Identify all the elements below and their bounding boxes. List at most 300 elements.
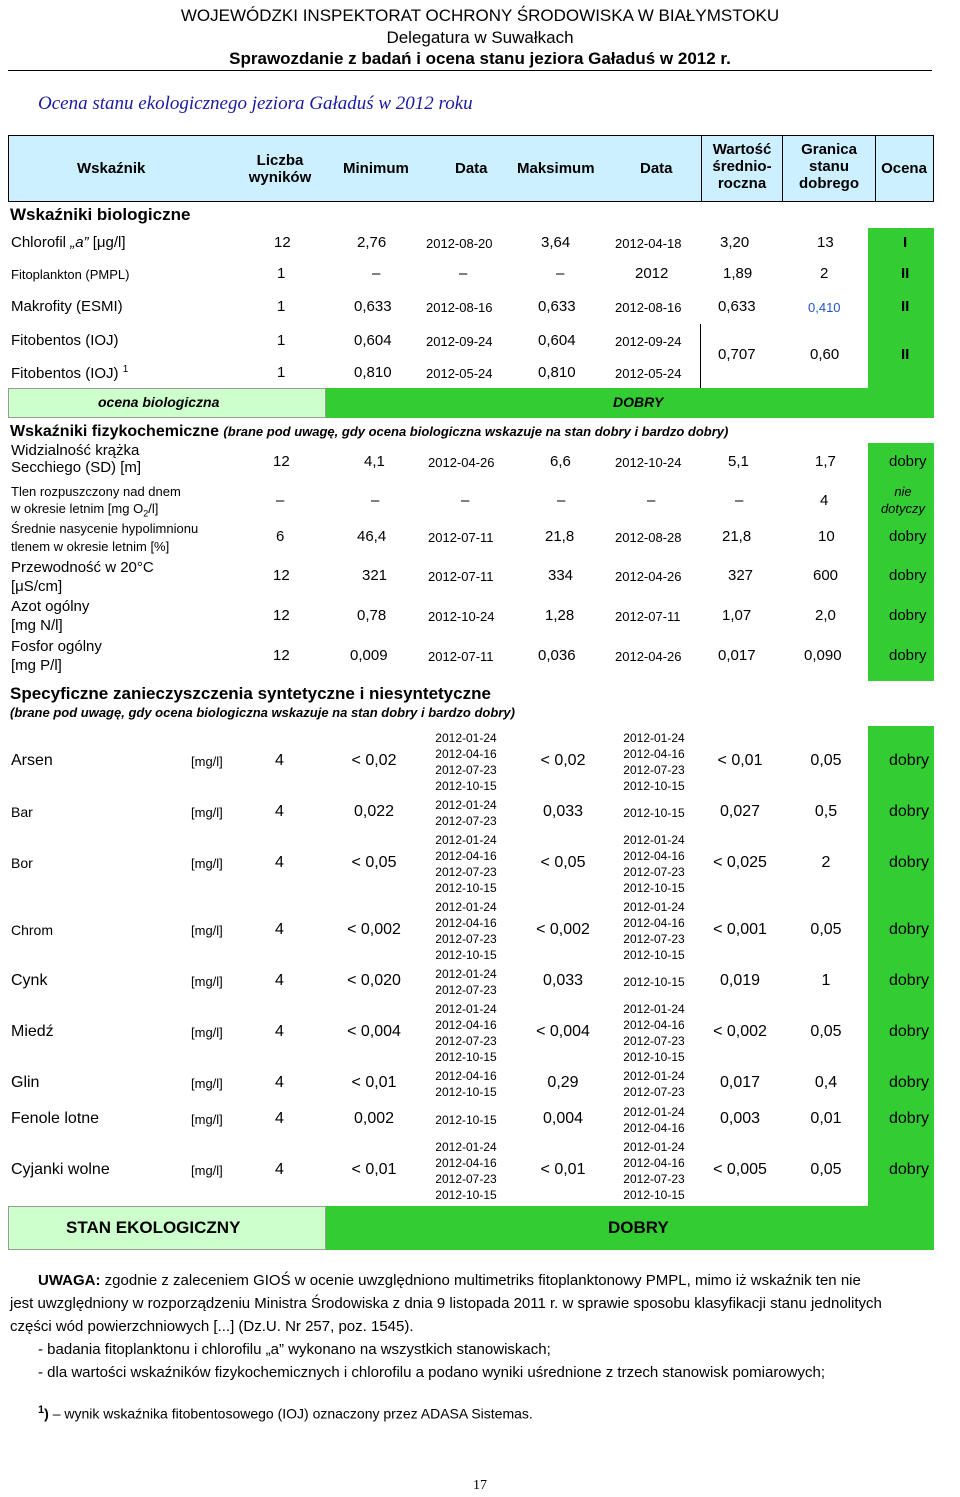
fitoplankton-dmin: – <box>459 265 468 282</box>
spec-row-8-dmax-date: 2012-10-15 <box>623 1188 685 1202</box>
col-liczba <box>245 152 315 186</box>
spec-row-7-lim: 0,01 <box>810 1110 842 1127</box>
spec-row-2-dmax-date: 2012-04-16 <box>623 849 685 863</box>
chlorofil-ocena: I <box>903 234 908 251</box>
spec-row-2-lim: 2 <box>821 854 831 871</box>
tlen-max: – <box>557 492 566 509</box>
przewodnosc-max: 334 <box>548 567 574 584</box>
spec-row-7-dmax <box>608 1104 700 1136</box>
fitoplankton-lim: 2 <box>820 265 829 282</box>
spec-row-1-dmin-date: 2012-07-23 <box>435 814 497 828</box>
footnote <box>38 1399 533 1425</box>
spec-row-1-unit: [mg/l] <box>191 805 223 820</box>
spec-row-6-lim: 0,4 <box>814 1074 838 1091</box>
spec-row-4-dmax <box>608 974 700 990</box>
spec-row-7-dmin-date: 2012-10-15 <box>435 1113 497 1127</box>
spec-row-0-dmax-date: 2012-01-24 <box>623 731 685 745</box>
spec-row-4-dmin <box>420 966 512 998</box>
spec-row-8-min: < 0,01 <box>351 1161 397 1178</box>
spec-row-0-dmin-date: 2012-07-23 <box>435 763 497 777</box>
fosfor-min: 0,009 <box>350 647 388 664</box>
spec-row-8-avg: < 0,005 <box>713 1161 767 1178</box>
spec-row-2-max: < 0,05 <box>540 854 586 871</box>
nasycenie-n: 6 <box>276 528 285 545</box>
chlorofil-dmin: 2012-08-20 <box>426 236 493 251</box>
spec-row-7-ocena: dobry <box>889 1110 930 1127</box>
spec-row-5-dmax-date: 2012-07-23 <box>623 1034 685 1048</box>
spec-row-5-avg: < 0,002 <box>713 1023 767 1040</box>
spec-row-6-n: 4 <box>275 1074 284 1091</box>
nasycenie-dmin: 2012-07-11 <box>428 530 494 545</box>
spec-row-2-min: < 0,05 <box>351 854 397 871</box>
spec-row-4-dmin-date: 2012-07-23 <box>435 983 497 997</box>
tlen-ocena-l2: dotyczy <box>880 501 926 516</box>
spec-row-5-dmin-date: 2012-07-23 <box>435 1034 497 1048</box>
spec-row-5-dmax-date: 2012-01-24 <box>623 1002 685 1016</box>
spec-row-8-dmin-date: 2012-01-24 <box>435 1140 497 1154</box>
footnote-text: – wynik wskaźnika fitobentosowego (IOJ) oznaczony przez ADASA Sistemas. <box>52 1405 533 1422</box>
fitobentos-avg: 0,707 <box>718 346 756 363</box>
col-liczba-line1: Liczba <box>256 152 304 169</box>
spec-row-4-lim: 1 <box>821 972 831 989</box>
spec-row-1-min: 0,022 <box>353 803 395 820</box>
spec-row-3-unit: [mg/l] <box>191 923 223 938</box>
tlen-lim: 4 <box>820 492 829 509</box>
secchi-dmin: 2012-04-26 <box>428 455 495 470</box>
spec-row-2-dmax-date: 2012-07-23 <box>623 865 685 879</box>
chlorofil-lim: 13 <box>817 234 834 251</box>
spec-row-8-n: 4 <box>275 1161 284 1178</box>
footnote-paren: ) <box>44 1405 49 1422</box>
spec-row-3-min: < 0,002 <box>347 921 401 938</box>
row-fitoplankton-name: Fitoplankton (PMPL) <box>11 267 130 282</box>
spec-row-1-max: 0,033 <box>542 803 584 820</box>
col-data-max: Data <box>640 160 673 177</box>
przewodnosc-n: 12 <box>273 567 290 584</box>
makrofity-ocena: II <box>901 298 910 315</box>
spec-row-5-dmin <box>420 1001 512 1065</box>
fitobentos2-min: 0,810 <box>354 364 392 381</box>
spec-row-7-unit: [mg/l] <box>191 1112 223 1127</box>
uwaga-text1: zgodnie z zaleceniem GIOŚ w ocenie uwzględniono multimetriks fitoplanktonowy PMPL, mimo iż wskaźnik ten nie <box>104 1272 861 1289</box>
spec-row-8-name: Cyjanki wolne <box>11 1161 110 1178</box>
spec-row-8-dmin-date: 2012-10-15 <box>435 1188 497 1202</box>
spec-row-6-ocena: dobry <box>889 1074 930 1091</box>
tlen-l1: Tlen rozpuszczony nad dnem <box>11 484 181 499</box>
page-number: 17 <box>473 1478 487 1493</box>
spec-row-3-lim: 0,05 <box>810 921 842 938</box>
spec-row-7-max: 0,004 <box>542 1110 584 1127</box>
spec-row-8-lim: 0,05 <box>810 1161 842 1178</box>
tlen-l2-text: w okresie letnim [mg O <box>11 501 144 516</box>
chlorofil-n: 12 <box>274 234 291 251</box>
spec-row-2-dmin-date: 2012-04-16 <box>435 849 497 863</box>
fitobentos1-dmin: 2012-09-24 <box>426 334 493 349</box>
spec-row-0-n: 4 <box>275 752 284 769</box>
page-title: Ocena stanu ekologicznego jeziora Gaładuś w 2012 roku <box>38 93 473 114</box>
azot-dmax: 2012-07-11 <box>615 609 681 624</box>
fosfor-max: 0,036 <box>538 647 576 664</box>
nasycenie-l1: Średnie nasycenie hypolimnionu <box>11 521 199 536</box>
col-data-min: Data <box>455 160 488 177</box>
spec-row-0-dmin-date: 2012-10-15 <box>435 779 497 793</box>
col-wartosc <box>702 141 782 192</box>
spec-row-6-min: < 0,01 <box>351 1074 397 1091</box>
chlorofil-max: 3,64 <box>541 234 571 251</box>
spec-row-7-n: 4 <box>275 1110 284 1127</box>
spec-row-0-avg: < 0,01 <box>717 752 763 769</box>
col-granica-l2: stanu <box>808 158 849 175</box>
row-chlorofil-name: Chlorofil „a” [μg/l] <box>11 234 126 251</box>
spec-row-8-dmin-date: 2012-04-16 <box>435 1156 497 1170</box>
spec-row-1-avg: 0,027 <box>719 803 761 820</box>
tlen-avg: – <box>735 492 744 509</box>
secchi-avg: 5,1 <box>728 453 749 470</box>
col-wartosc-l2: średnio- <box>712 158 772 175</box>
col-ocena: Ocena <box>881 160 927 177</box>
spec-row-7-min: 0,002 <box>353 1110 395 1127</box>
fosfor-lim: 0,090 <box>804 647 842 664</box>
spec-row-5-unit: [mg/l] <box>191 1025 223 1040</box>
spec-row-1-dmin <box>420 797 512 829</box>
azot-l2: [mg N/l] <box>11 617 63 634</box>
spec-rating-column <box>868 726 934 1206</box>
spec-row-8-dmin-date: 2012-07-23 <box>435 1172 497 1186</box>
fiz-row-przewodnosc-label <box>11 558 154 596</box>
spec-row-5-dmax <box>608 1001 700 1065</box>
col-maksimum: Maksimum <box>517 160 595 177</box>
report-header-title: Sprawozdanie z badań i ocena stanu jeziora Gaładuś w 2012 r. <box>229 49 731 68</box>
fosfor-avg: 0,017 <box>718 647 756 664</box>
azot-dmin: 2012-10-24 <box>428 609 495 624</box>
spec-row-3-n: 4 <box>275 921 284 938</box>
secchi-l2: Secchiego (SD) [m] <box>11 459 142 476</box>
spec-row-3-dmax <box>608 899 700 963</box>
spec-row-3-name: Chrom <box>11 922 54 938</box>
makrofity-dmax: 2012-08-16 <box>615 300 682 315</box>
secchi-n: 12 <box>273 453 290 470</box>
spec-row-4-min: < 0,020 <box>347 972 401 989</box>
spec-row-8-unit: [mg/l] <box>191 1163 223 1178</box>
makrofity-lim: 0,410 <box>808 300 841 315</box>
spec-row-2-dmin-date: 2012-10-15 <box>435 881 497 895</box>
przewodnosc-l1: Przewodność w 20°C <box>11 559 154 576</box>
fitoplankton-dmax: 2012 <box>635 265 669 282</box>
azot-l1: Azot ogólny <box>11 598 90 615</box>
spec-row-6-max: 0,29 <box>547 1074 579 1091</box>
azot-lim: 2,0 <box>815 607 836 624</box>
przewodnosc-dmax: 2012-04-26 <box>615 569 682 584</box>
spec-row-3-dmin <box>420 899 512 963</box>
tlen-dmax: – <box>647 492 656 509</box>
col-liczba-line2: wyników <box>248 169 312 186</box>
przewodnosc-min: 321 <box>362 567 388 584</box>
chlorofil-min: 2,76 <box>357 234 387 251</box>
spec-row-8-dmax-date: 2012-01-24 <box>623 1140 685 1154</box>
fitoplankton-n: 1 <box>277 265 286 282</box>
nasycenie-ocena: dobry <box>889 528 927 545</box>
fosfor-n: 12 <box>273 647 290 664</box>
fitobentos2-max: 0,810 <box>538 364 576 381</box>
spec-row-6-unit: [mg/l] <box>191 1076 223 1091</box>
section-spec-heading: Specyficzne zanieczyszczenia syntetyczne i niesyntetyczne <box>10 684 491 703</box>
fosfor-l1: Fosfor ogólny <box>11 638 102 655</box>
spec-row-5-min: < 0,004 <box>347 1023 401 1040</box>
spec-row-5-n: 4 <box>275 1023 284 1040</box>
spec-row-0-unit: [mg/l] <box>191 754 223 769</box>
tlen-min: – <box>371 492 380 509</box>
spec-row-2-dmax-date: 2012-10-15 <box>623 881 685 895</box>
fitobentos2-n: 1 <box>277 364 286 381</box>
spec-row-2-n: 4 <box>275 854 284 871</box>
azot-ocena: dobry <box>889 607 927 624</box>
spec-row-2-dmin-date: 2012-01-24 <box>435 833 497 847</box>
spec-row-2-dmax-date: 2012-01-24 <box>623 833 685 847</box>
spec-row-1-dmin-date: 2012-01-24 <box>435 798 497 812</box>
nasycenie-dmax: 2012-08-28 <box>615 530 682 545</box>
spec-row-0-max: < 0,02 <box>540 752 586 769</box>
chlorofil-a: a <box>75 234 84 251</box>
spec-row-5-dmin-date: 2012-04-16 <box>435 1018 497 1032</box>
bio-ocena-label: ocena biologiczna <box>98 394 220 410</box>
spec-row-8-dmax <box>608 1139 700 1203</box>
col-wskaznik: Wskaźnik <box>77 160 146 177</box>
spec-row-2-ocena: dobry <box>889 854 930 871</box>
spec-row-7-dmax-date: 2012-01-24 <box>623 1105 685 1119</box>
spec-row-6-dmin-date: 2012-10-15 <box>435 1085 497 1099</box>
fitobentos-ocena: II <box>901 346 910 363</box>
spec-row-3-dmin-date: 2012-04-16 <box>435 916 497 930</box>
fiz-row-fosfor-label <box>11 637 102 675</box>
row-fitobentos1-name: Fitobentos (IOJ) <box>11 332 119 349</box>
makrofity-n: 1 <box>277 298 286 315</box>
row-fitobentos2-name <box>11 364 128 382</box>
spec-row-0-dmax-date: 2012-07-23 <box>623 763 685 777</box>
footnote-mark: 1 <box>38 1404 45 1416</box>
spec-row-6-dmax-date: 2012-07-23 <box>623 1085 685 1099</box>
stan-value: DOBRY <box>608 1218 669 1237</box>
spec-row-0-name: Arsen <box>11 752 53 769</box>
fitoplankton-max: – <box>556 265 565 282</box>
col-granica-l3: dobrego <box>799 175 859 192</box>
azot-min: 0,78 <box>357 607 387 624</box>
secchi-max: 6,6 <box>550 453 571 470</box>
fitobentos2-dmax: 2012-05-24 <box>615 366 682 381</box>
fitobentos2-label: Fitobentos (IOJ) <box>11 365 119 382</box>
secchi-l1 <box>11 442 223 459</box>
fitoplankton-min: – <box>372 265 381 282</box>
fiz-row-secchi-label <box>11 442 223 476</box>
row-makrofity-name: Makrofity (ESMI) <box>11 298 123 315</box>
spec-row-0-dmax <box>608 730 700 794</box>
secchi-l1-text: Widzialność krążka <box>11 442 140 459</box>
azot-max: 1,28 <box>545 607 575 624</box>
spec-row-3-dmax-date: 2012-04-16 <box>623 916 685 930</box>
spec-row-0-lim: 0,05 <box>810 752 842 769</box>
spec-row-4-avg: 0,019 <box>719 972 761 989</box>
azot-avg: 1,07 <box>722 607 752 624</box>
note-bullet1: - badania fitoplanktonu i chlorofilu „a” wykonano na wszystkich stanowiskach; <box>38 1341 551 1358</box>
przewodnosc-lim: 600 <box>813 567 839 584</box>
chlorofil-avg: 3,20 <box>720 234 750 251</box>
spec-row-5-name: Miedź <box>11 1023 54 1040</box>
spec-row-3-dmin-date: 2012-07-23 <box>435 932 497 946</box>
report-header-branch: Delegatura w Suwałkach <box>386 28 574 47</box>
fiz-row-nasycenie-label <box>11 520 198 556</box>
chlorofil-unit: [μg/l] <box>92 234 126 251</box>
report-header-institution: WOJEWÓDZKI INSPEKTORAT OCHRONY ŚRODOWISKA W BIAŁYMSTOKU <box>180 6 780 25</box>
spec-row-5-dmin-date: 2012-10-15 <box>435 1050 497 1064</box>
spec-row-0-dmax-date: 2012-10-15 <box>623 779 685 793</box>
makrofity-min: 0,633 <box>354 298 392 315</box>
uwaga-line1 <box>38 1270 861 1292</box>
secchi-dmax: 2012-10-24 <box>615 455 682 470</box>
chlorofil-label: Chlorofil <box>11 234 67 251</box>
spec-row-4-max: 0,033 <box>542 972 584 989</box>
spec-row-6-dmax-date: 2012-01-24 <box>623 1069 685 1083</box>
nasycenie-l2: tlenem w okresie letnim [%] <box>11 539 170 554</box>
nasycenie-avg: 21,8 <box>722 528 752 545</box>
fitobentos1-max: 0,604 <box>538 332 576 349</box>
fitoplankton-ocena: II <box>901 265 910 282</box>
spec-row-5-max: < 0,004 <box>536 1023 590 1040</box>
fitobentos1-n: 1 <box>277 332 286 349</box>
spec-row-3-dmin-date: 2012-01-24 <box>435 900 497 914</box>
spec-row-4-dmin-date: 2012-01-24 <box>435 967 497 981</box>
nasycenie-min: 46,4 <box>357 528 387 545</box>
col-granica <box>783 141 875 192</box>
fosfor-dmin: 2012-07-11 <box>428 649 494 664</box>
tlen-ocena-l1: nie <box>894 484 912 499</box>
spec-row-0-dmin <box>420 730 512 794</box>
fitobentos-lim: 0,60 <box>810 346 840 363</box>
spec-row-2-unit: [mg/l] <box>191 856 223 871</box>
tlen-dmin: – <box>461 492 470 509</box>
tlen-n: – <box>276 492 285 509</box>
spec-row-2-dmin-date: 2012-07-23 <box>435 865 497 879</box>
spec-row-6-dmin <box>420 1068 512 1100</box>
nasycenie-max: 21,8 <box>545 528 575 545</box>
makrofity-dmin: 2012-08-16 <box>426 300 493 315</box>
przewodnosc-l2: [μS/cm] <box>11 578 63 595</box>
spec-row-0-dmax-date: 2012-04-16 <box>623 747 685 761</box>
secchi-lim: 1,7 <box>815 453 836 470</box>
fiz-row-tlen-label <box>11 483 181 523</box>
fiz-heading-text: Wskaźniki fizykochemiczne <box>10 423 219 440</box>
spec-row-8-max: < 0,01 <box>540 1161 586 1178</box>
spec-row-4-name: Cynk <box>11 972 48 989</box>
spec-row-5-lim: 0,05 <box>810 1023 842 1040</box>
spec-row-4-n: 4 <box>275 972 284 989</box>
spec-row-2-dmax <box>608 832 700 896</box>
tlen-l2-end: /l] <box>148 501 159 516</box>
przewodnosc-ocena: dobry <box>889 567 927 584</box>
spec-row-0-min: < 0,02 <box>351 752 397 769</box>
col-granica-l1: Granica <box>801 141 857 158</box>
spec-row-1-n: 4 <box>275 803 284 820</box>
spec-row-3-dmax-date: 2012-01-24 <box>623 900 685 914</box>
spec-row-0-dmin-date: 2012-04-16 <box>435 747 497 761</box>
fitobentos1-dmax: 2012-09-24 <box>615 334 682 349</box>
col-wartosc-l3: roczna <box>717 175 767 192</box>
spec-row-8-dmax-date: 2012-04-16 <box>623 1156 685 1170</box>
spec-row-6-name: Glin <box>11 1074 40 1091</box>
fosfor-dmax: 2012-04-26 <box>615 649 682 664</box>
spec-row-0-dmin-date: 2012-01-24 <box>435 731 497 745</box>
fiz-heading-note: (brane pod uwagę, gdy ocena biologiczna wskazuje na stan dobry i bardzo dobry) <box>223 424 729 439</box>
spec-row-3-dmax-date: 2012-10-15 <box>623 948 685 962</box>
spec-row-6-avg: 0,017 <box>719 1074 761 1091</box>
spec-row-8-dmin <box>420 1139 512 1203</box>
spec-row-3-ocena: dobry <box>889 921 930 938</box>
spec-row-1-name: Bar <box>11 804 33 820</box>
section-fiz-heading <box>10 423 728 441</box>
spec-row-1-lim: 0,5 <box>814 803 838 820</box>
spec-row-5-dmax-date: 2012-10-15 <box>623 1050 685 1064</box>
fiz-row-azot-label <box>11 597 89 635</box>
fosfor-ocena: dobry <box>889 647 927 664</box>
spec-row-3-dmax-date: 2012-07-23 <box>623 932 685 946</box>
spec-row-2-avg: < 0,025 <box>713 854 767 871</box>
fosfor-l2: [mg P/l] <box>11 657 62 674</box>
spec-row-7-dmax-date: 2012-04-16 <box>623 1121 685 1135</box>
spec-row-4-dmax-date: 2012-10-15 <box>623 975 685 989</box>
spec-row-2-name: Bor <box>11 855 33 871</box>
col-minimum: Minimum <box>343 160 409 177</box>
spec-row-1-ocena: dobry <box>889 803 930 820</box>
table-header <box>8 135 934 202</box>
secchi-min: 4,1 <box>364 453 385 470</box>
uwaga-line3: części wód powierzchniowych [...] (Dz.U. Nr 257, poz. 1545). <box>10 1318 414 1335</box>
tlen-l2-sub: 2 <box>143 508 149 519</box>
spec-row-1-dmax-date: 2012-10-15 <box>623 806 685 820</box>
fitobentos2-footnote-mark: 1 <box>122 364 129 375</box>
col-wartosc-l1: Wartość <box>712 141 772 158</box>
przewodnosc-dmin: 2012-07-11 <box>428 569 494 584</box>
spec-row-6-dmin-date: 2012-04-16 <box>435 1069 497 1083</box>
fitobentos2-dmin: 2012-05-24 <box>426 366 493 381</box>
fiz-rating-column <box>868 443 934 681</box>
tlen-ocena <box>878 483 928 517</box>
azot-n: 12 <box>273 607 290 624</box>
spec-row-2-dmin <box>420 832 512 896</box>
stan-label: STAN EKOLOGICZNY <box>66 1218 241 1237</box>
spec-row-7-dmin <box>420 1112 512 1128</box>
spec-row-7-name: Fenole lotne <box>11 1110 100 1127</box>
header-divider <box>8 70 932 71</box>
bio-ocena-value: DOBRY <box>613 394 664 410</box>
spec-row-7-avg: 0,003 <box>719 1110 761 1127</box>
fitoplankton-avg: 1,89 <box>723 265 753 282</box>
section-bio-heading: Wskaźniki biologiczne <box>10 205 191 224</box>
spec-row-4-ocena: dobry <box>889 972 930 989</box>
spec-row-5-dmax-date: 2012-04-16 <box>623 1018 685 1032</box>
fitobentos1-min: 0,604 <box>354 332 392 349</box>
makrofity-avg: 0,633 <box>718 298 756 315</box>
spec-row-1-dmax <box>608 805 700 821</box>
fitobentos-merge-divider <box>700 324 701 388</box>
spec-row-3-max: < 0,002 <box>536 921 590 938</box>
spec-row-8-ocena: dobry <box>889 1161 930 1178</box>
nasycenie-lim: 10 <box>818 528 835 545</box>
uwaga-label: UWAGA: <box>38 1272 101 1289</box>
section-spec-note: (brane pod uwagę, gdy ocena biologiczna wskazuje na stan dobry i bardzo dobry) <box>10 705 515 720</box>
secchi-ocena: dobry <box>889 453 927 470</box>
makrofity-max: 0,633 <box>538 298 576 315</box>
spec-row-3-avg: < 0,001 <box>713 921 767 938</box>
spec-row-8-dmax-date: 2012-07-23 <box>623 1172 685 1186</box>
przewodnosc-avg: 327 <box>728 567 754 584</box>
